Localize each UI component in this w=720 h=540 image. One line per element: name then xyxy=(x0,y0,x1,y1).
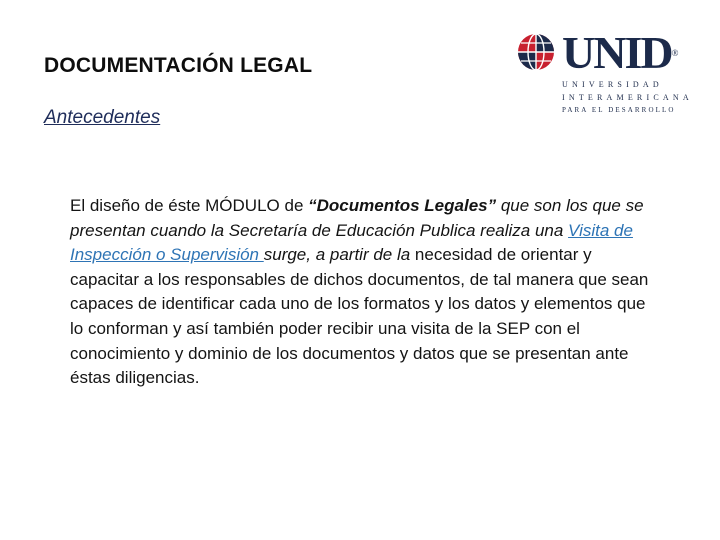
section-subtitle: Antecedentes xyxy=(44,107,161,128)
logo-line-interamericana: INTERAMERICANA xyxy=(562,93,693,102)
registered-mark: ® xyxy=(671,48,679,58)
body-paragraph xyxy=(70,194,660,391)
logo-wordmark: UNID® xyxy=(562,27,679,78)
body-quote-documentos-legales: “Documentos Legales” xyxy=(308,196,497,215)
body-text-segment-italic: que son los que se presentan cuando la Secretaría de Educación Publica realiza una xyxy=(70,196,644,240)
body-text-segment-2: necesidad de orientar y capacitar a los responsables de dichos documentos, de tal manera que sean capaces de identificar cada uno de los formatos y los datos y elementos que lo conforman y así también poder recibir una visita de la SEP con el conocimiento y dominio de los documentos y datos que se presentan ante éstas diligencias. xyxy=(70,245,649,388)
unid-logo xyxy=(512,27,693,118)
page-title: DOCUMENTACIÓN LEGAL xyxy=(44,54,313,77)
body-text-segment-italic-2: surge, a partir de la xyxy=(263,245,411,265)
globe-icon xyxy=(516,32,556,72)
body-text-segment: El diseño de éste MÓDULO de xyxy=(70,196,309,215)
logo-line-desarrollo: PARA EL DESARROLLO xyxy=(562,106,676,114)
visita-inspeccion-link[interactable]: Visita de Inspección o Supervisión xyxy=(70,220,633,265)
logo-line-universidad: UNIVERSIDAD xyxy=(562,80,663,89)
